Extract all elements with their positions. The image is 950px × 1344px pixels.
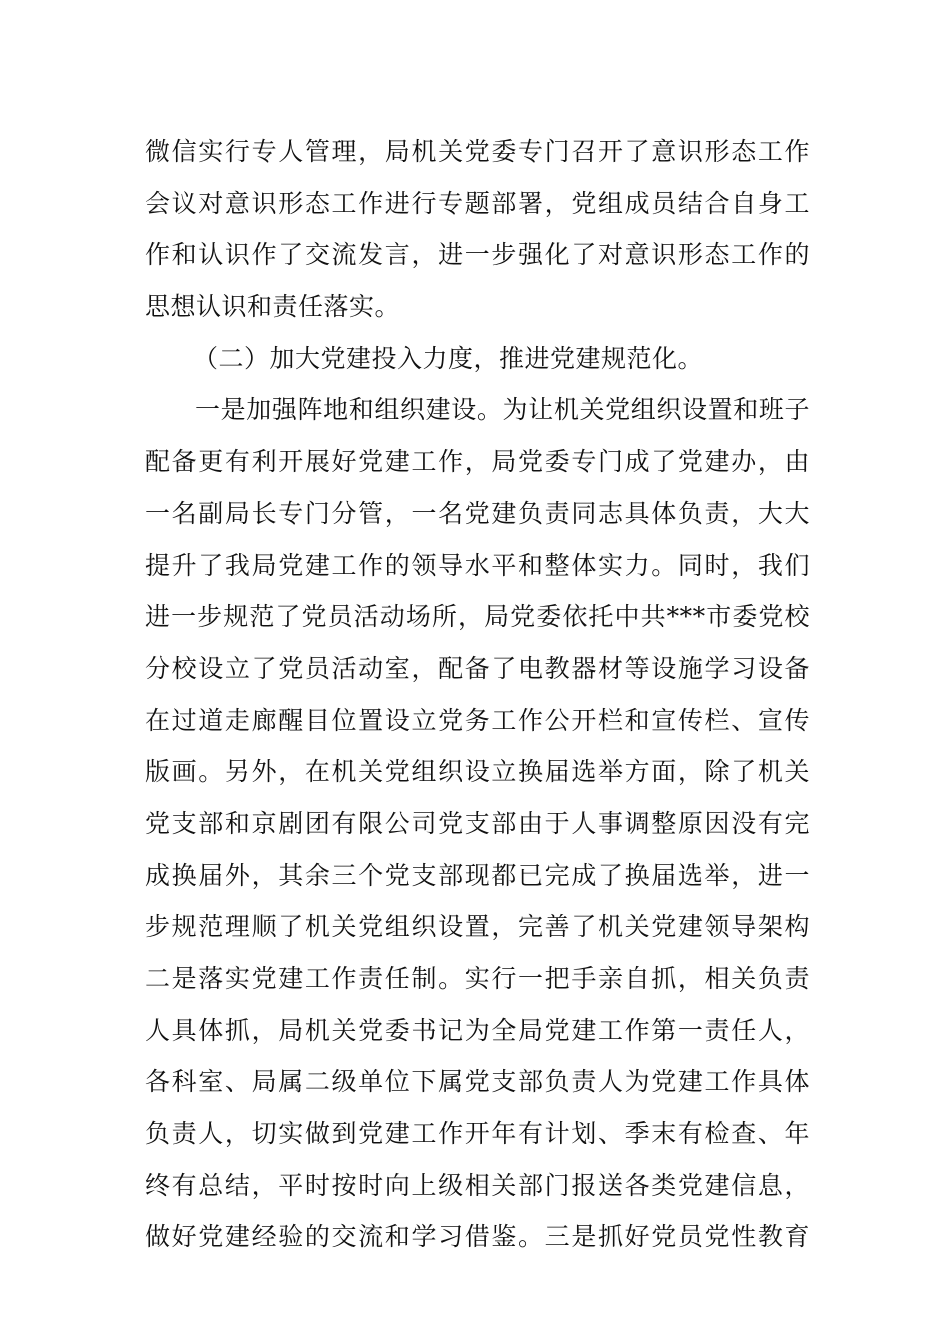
body-line-2: 会议对意识形态工作进行专题部署，党组成员结合自身工: [145, 188, 810, 218]
body-line-7: 配备更有利开展好党建工作，局党委专门成了党建办，由: [145, 447, 810, 477]
body-line-14: 党支部和京剧团有限公司党支部由于人事调整原因没有完: [145, 808, 810, 838]
body-line-4: 思想认识和责任落实。: [145, 292, 401, 322]
body-line-20: 负责人，切实做到党建工作开年有计划、季末有检查、年: [145, 1119, 810, 1149]
body-line-1: 微信实行专人管理，局机关党委专门召开了意识形态工作: [145, 137, 810, 166]
body-line-6: 一是加强阵地和组织建设。为让机关党组织设置和班子: [195, 395, 810, 425]
body-line-9: 提升了我局党建工作的领导水平和整体实力。同时，我们: [145, 550, 810, 580]
body-line-19: 各科室、局属二级单位下属党支部负责人为党建工作具体: [145, 1067, 810, 1097]
document-body: [145, 126, 810, 1263]
body-line-11: 分校设立了党员活动室，配备了电教器材等设施学习设备: [145, 653, 810, 683]
body-line-18: 人具体抓，局机关党委书记为全局党建工作第一责任人，: [145, 1015, 810, 1045]
body-line-13: 版画。另外，在机关党组织设立换届选举方面，除了机关: [145, 757, 810, 787]
body-line-15: 成换届外，其余三个党支部现都已完成了换届选举，进一: [145, 860, 810, 890]
body-line-17: 二是落实党建工作责任制。实行一把手亲自抓，相关负责: [145, 964, 810, 993]
section-heading: （二）加大党建投入力度，推进党建规范化。: [193, 343, 704, 373]
body-line-22: 做好党建经验的交流和学习借鉴。三是抓好党员党性教育: [145, 1222, 810, 1252]
body-line-12: 在过道走廊醒目位置设立党务工作公开栏和宣传栏、宣传: [145, 705, 810, 735]
body-line-10: 进一步规范了党员活动场所，局党委依托中共***市委党校: [145, 602, 810, 632]
body-line-16: 步规范理顺了机关党组织设置，完善了机关党建领导架构: [145, 912, 810, 942]
body-line-8: 一名副局长专门分管，一名党建负责同志具体负责，大大: [145, 498, 810, 528]
body-line-21: 终有总结，平时按时向上级相关部门报送各类党建信息，: [145, 1170, 810, 1200]
body-line-3: 作和认识作了交流发言，进一步强化了对意识形态工作的: [145, 240, 810, 270]
